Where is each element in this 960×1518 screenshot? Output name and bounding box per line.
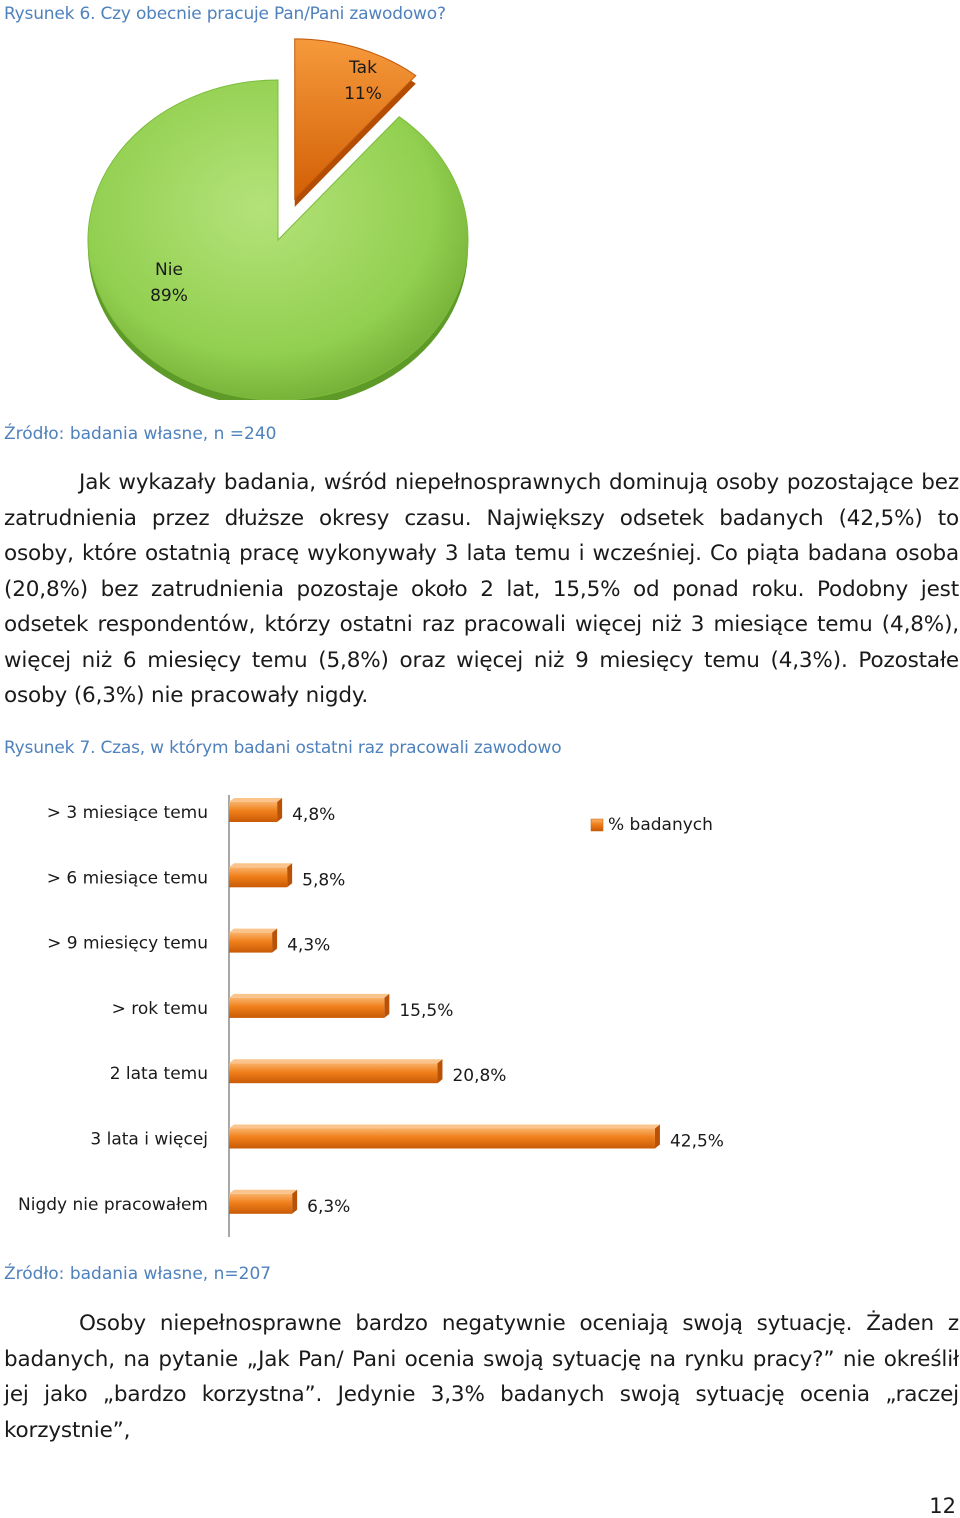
bar-data-label: 42,5% bbox=[669, 1131, 724, 1152]
bar-top-face bbox=[229, 863, 292, 867]
bar-data-label: 4,8% bbox=[292, 805, 336, 825]
bar bbox=[229, 1194, 292, 1214]
bar bbox=[229, 1129, 655, 1149]
category-label: > rok temu bbox=[111, 998, 208, 1019]
bar-side-face bbox=[287, 863, 292, 887]
pie-label-category-nie: Nie bbox=[155, 260, 183, 280]
bar-data-label: 4,3% bbox=[287, 935, 331, 956]
bar bbox=[229, 998, 384, 1018]
bar-side-face bbox=[292, 1190, 297, 1214]
bar-data-label: 15,5% bbox=[399, 1000, 454, 1021]
pie-label-value-nie: 89% bbox=[150, 286, 188, 306]
bar-top-face bbox=[229, 929, 277, 933]
paragraph-1: Jak wykazały badania, wśród niepełnosprawnych dominują osoby pozostające bez zatrudnienia przez dłuższe okresy czasu. Największy odsetek badanych (42,5%) to osoby, które ostatnią pracę wykonywały 3 lata temu i wcześniej. Co piąta badana osoba (20,8%) bez zatrudnienia pozostaje około 2 lat, 15,5% od ponad roku. Podobny jest odsetek respondentów, którzy ostatni raz pracowali więcej niż 3 miesiące temu (4,8%), więcej niż 6 miesięcy temu (5,8%) oraz więcej niż 9 miesięcy temu (4,3%). Pozostałe osoby (6,3%) nie pracowały nigdy. bbox=[4, 470, 959, 708]
bar-data-label: 5,8% bbox=[302, 870, 346, 891]
bar bbox=[229, 867, 287, 887]
bar-data-label: 20,8% bbox=[452, 1066, 507, 1087]
bar-chart bbox=[0, 775, 960, 1250]
bar-top-face bbox=[229, 1190, 297, 1194]
bar-side-face bbox=[277, 798, 282, 822]
category-label: > 3 miesiące temu bbox=[46, 803, 208, 823]
bar-side-face bbox=[437, 1059, 442, 1083]
category-label: > 9 miesięcy temu bbox=[47, 933, 208, 954]
category-label: Nigdy nie pracowałem bbox=[18, 1194, 208, 1215]
category-label: 3 lata i więcej bbox=[90, 1129, 208, 1150]
bar-top-face bbox=[229, 1059, 442, 1063]
bar-top-face bbox=[229, 994, 389, 998]
figure-7-caption: Rysunek 7. Czas, w którym badani ostatni raz pracowali zawodowo bbox=[4, 738, 562, 758]
pie-chart bbox=[40, 30, 520, 400]
figure-6-source: Źródło: badania własne, n =240 bbox=[4, 424, 277, 444]
bar bbox=[229, 1063, 437, 1083]
pie-label-value-tak: 11% bbox=[344, 84, 382, 104]
page-number: 12 bbox=[929, 1494, 956, 1518]
bar bbox=[229, 933, 272, 953]
bar bbox=[229, 802, 277, 822]
figure-7-source: Źródło: badania własne, n=207 bbox=[4, 1264, 272, 1284]
legend-swatch bbox=[591, 819, 603, 831]
bar-side-face bbox=[655, 1125, 660, 1149]
bar-top-face bbox=[229, 798, 282, 802]
pie-slice-nie bbox=[88, 80, 468, 400]
legend-label: % badanych bbox=[608, 815, 713, 835]
category-label: > 6 miesiące temu bbox=[46, 868, 208, 889]
pie-label-category-tak: Tak bbox=[349, 58, 377, 78]
bar-side-face bbox=[272, 929, 277, 953]
bar-top-face bbox=[229, 1125, 660, 1129]
figure-6-caption: Rysunek 6. Czy obecnie pracuje Pan/Pani zawodowo? bbox=[4, 4, 446, 24]
category-label: 2 lata temu bbox=[109, 1064, 208, 1085]
bar-side-face bbox=[384, 994, 389, 1018]
paragraph-2: Osoby niepełnosprawne bardzo negatywnie oceniają swoją sytuację. Żaden z badanych, na pytanie „Jak Pan/ Pani ocenia swoją sytuację na rynku pracy?” nie określił jej jako „bardzo korzystna”. Jedynie 3,3% badanych swoją sytuację ocenia „raczej korzystnie”, bbox=[4, 1311, 959, 1443]
bar-data-label: 6,3% bbox=[307, 1196, 351, 1217]
